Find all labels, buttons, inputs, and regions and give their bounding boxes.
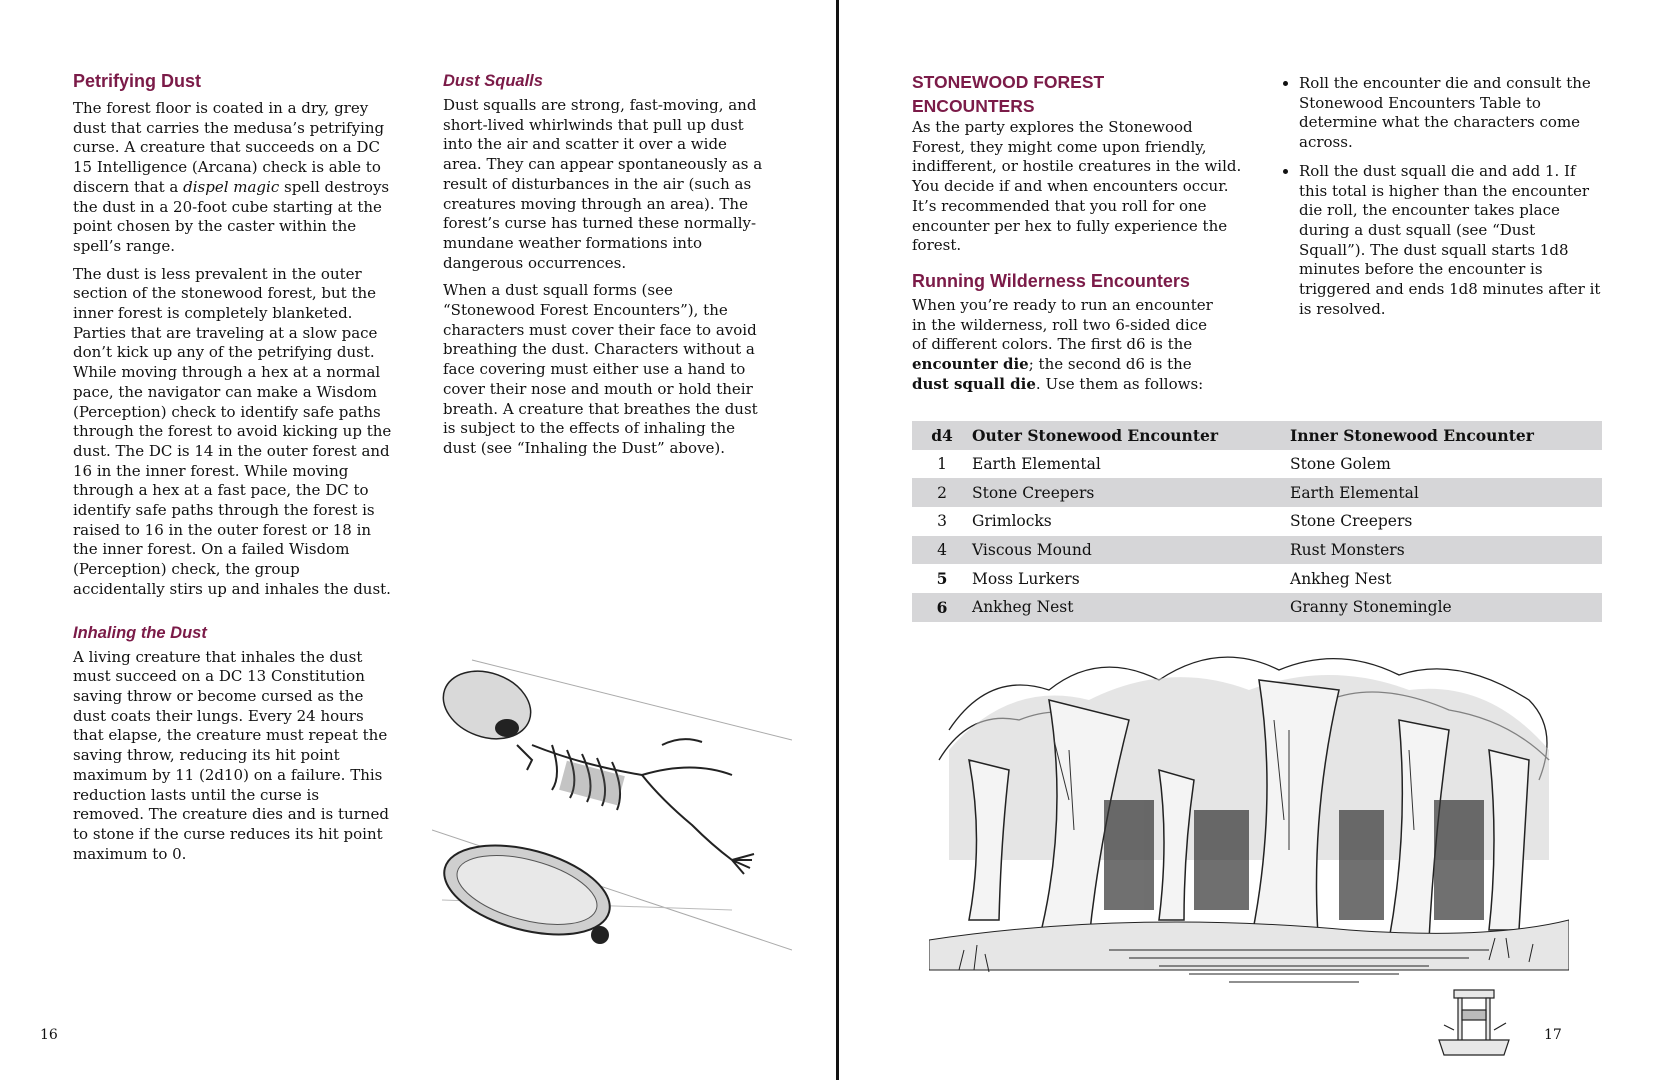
skeleton-with-shield-illustration — [432, 650, 792, 980]
right-column-1 — [912, 70, 1242, 402]
table-header-inner: Inner Stonewood Encounter — [1290, 425, 1534, 445]
bullet-encounter-die: • Roll the encounter die and consult the Stonewood Encounters Table to determine what the characters come across. — [1299, 74, 1602, 153]
petrifying-dust-paragraph-1: The forest floor is coated in a dry, grey dust that carries the medusa’s petrifying curse. A creature that succeeds on a DC 15 Intelligence (Arcana) check is able to discern that a dispel magic spell destroys the dust in a 20-foot cube starting at the point chosen by the caster within the spell’s range. — [73, 99, 390, 255]
usage-bullet-list — [1282, 74, 1602, 319]
table-row: 3 Grimlocks Stone Creepers — [937, 512, 1413, 531]
table-header-row — [912, 421, 1602, 450]
encounter-die-term: encounter die — [912, 355, 1029, 374]
table-row: 5 Moss Lurkers Ankheg Nest — [936, 569, 1392, 589]
middle-column — [443, 70, 763, 467]
table-row: 4 Viscous Mound Rust Monsters — [912, 536, 1602, 565]
right-page — [839, 0, 1672, 1080]
dust-squalls-paragraph-1: Dust squalls are strong, fast-moving, and short-lived whirlwinds that pull up dust into the air and scatter it over a wide area. They can appear spontaneously as a result of disturbances in the air (such as creatures moving through an area). The forest’s curse has turned these normally-mundane weather formations into dangerous occurrences. — [443, 96, 763, 272]
table-header-d4: d4 — [931, 425, 953, 445]
running-wilderness-heading: Running Wilderness Encounters — [912, 270, 1190, 291]
table-row: 1 Earth Elemental Stone Golem — [937, 455, 1391, 474]
table-row: 6 Ankheg Nest Granny Stonemingle — [912, 593, 1602, 622]
dispel-magic-spell: dispel magic — [183, 177, 280, 196]
left-column — [73, 70, 393, 872]
inhaling-dust-heading: Inhaling the Dust — [73, 623, 207, 642]
petrifying-dust-heading: Petrifying Dust — [73, 71, 202, 91]
encounter-table-wrapper — [912, 421, 1602, 622]
dust-squalls-paragraph-2: When a dust squall forms (see “Stonewood Forest Encounters”), the characters must cover their face to avoid breathing the dust. Characters without a face covering must either use a hand to cover their nose and mouth or hold their breath. A creature that breathes the dust is subject to the effects of inhaling the dust (see “Inhaling the Dust” above). — [443, 281, 758, 457]
right-column-2 — [1282, 74, 1602, 328]
dust-squall-die-term: dust squall die — [912, 374, 1036, 393]
page-number-right: 17 — [1544, 1027, 1562, 1043]
table-header-outer: Outer Stonewood Encounter — [972, 425, 1219, 445]
forest-pond-illustration — [929, 640, 1569, 1005]
dust-squalls-heading: Dust Squalls — [443, 72, 543, 90]
page-number-left: 16 — [40, 1027, 58, 1043]
inhaling-dust-paragraph: A living creature that inhales the dust must succeed on a DC 13 Constitution saving throw or become cursed as the dust coats their lungs. Every 24 hours that elapse, the creature must repeat the saving throw, reducing its hit point maximum by 11 (2d10) on a failure. This reduction lasts until the curse is removed. The creature dies and is turned to stone if the curse reduces its hit point maximum to 0. — [73, 647, 389, 863]
stonewood-encounters-heading: STONEWOOD FOREST ENCOUNTERS — [912, 72, 1105, 116]
petrifying-dust-paragraph-2: The dust is less prevalent in the outer section of the stonewood forest, but the inner forest is completely blanketed. Parties that are traveling at a slow pace don’t kick up any of the petrifying dust. While moving through a hex at a normal pace, the navigator can make a Wisdom (Perception) check to identify safe paths through the forest to avoid kicking up the dust. The DC is 14 in the outer forest and 16 in the inner forest. While moving through a hex at a fast pace, the DC to identify safe paths through the forest is raised to 16 in the outer forest or 18 in the inner forest. On a failed Wisdom (Perception) check, the group accidentally stirs up and inhales the dust. — [73, 264, 392, 598]
bullet-dust-squall-die: • Roll the dust squall die and add 1. If this total is higher than the encounter die roll, the encounter takes place during a dust squall (see “Dust Squall”). The dust squall starts 1d8 minutes before the encounter is triggered and ends 1d8 minutes after it is resolved. — [1299, 162, 1602, 320]
running-wilderness-paragraph: When you’re ready to run an encounter in the wilderness, roll two 6-sided dice of different colors. The first d6 is the encounter die; the second d6 is the dust squall die. Use them as follows: — [912, 295, 1213, 393]
table-row: 2 Stone Creepers Earth Elemental — [912, 478, 1602, 507]
stonewood-encounter-table — [912, 421, 1602, 622]
printing-press-icon — [1434, 985, 1514, 1060]
stonewood-encounters-paragraph: As the party explores the Stonewood Forest, they might come upon friendly, indifferent, or hostile creatures in the wild. You decide if and when encounters occur. It’s recommended that you roll for one encounter per hex to fully experience the forest. — [912, 118, 1242, 255]
